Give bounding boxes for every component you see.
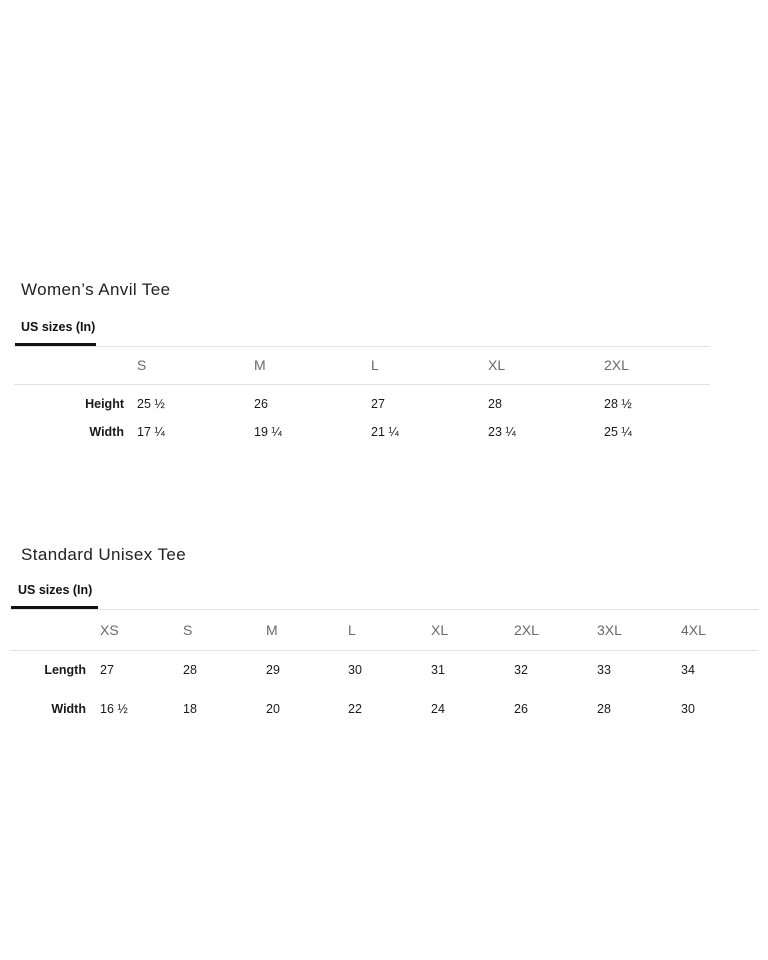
- table-cell: 27: [100, 663, 114, 677]
- table-cell: 26: [254, 397, 268, 411]
- table-cell: 27: [371, 397, 385, 411]
- chart-title: Women’s Anvil Tee: [21, 280, 171, 299]
- table-cell: 28: [597, 702, 611, 716]
- size-header-2xl: 2XL: [604, 357, 629, 373]
- header-divider: [14, 384, 710, 385]
- row-label-height: Height: [85, 397, 124, 411]
- table-cell: 26: [514, 702, 528, 716]
- table-cell: 28: [488, 397, 502, 411]
- size-header-3xl: 3XL: [597, 622, 622, 638]
- table-cell: 16 ½: [100, 702, 128, 716]
- chart-title: Standard Unisex Tee: [21, 545, 187, 564]
- table-cell: 22: [348, 702, 362, 716]
- size-header-2xl: 2XL: [514, 622, 539, 638]
- table-cell: 25 ½: [137, 397, 165, 411]
- size-header-m: M: [254, 357, 266, 373]
- row-label-width: Width: [89, 425, 124, 439]
- table-cell: 18: [183, 702, 197, 716]
- table-cell: 19 ¼: [254, 425, 282, 439]
- size-header-s: S: [183, 622, 193, 638]
- size-header-l: L: [371, 357, 379, 373]
- table-cell: 31: [431, 663, 445, 677]
- size-header-l: L: [348, 622, 356, 638]
- row-label-length: Length: [44, 663, 86, 677]
- table-cell: 33: [597, 663, 611, 677]
- tab-us-sizes[interactable]: US sizes (In): [18, 583, 93, 597]
- size-header-xl: XL: [431, 622, 449, 638]
- row-label-width: Width: [51, 702, 86, 716]
- table-cell: 20: [266, 702, 280, 716]
- table-cell: 30: [681, 702, 695, 716]
- table-divider: [10, 609, 758, 610]
- size-header-s: S: [137, 357, 147, 373]
- table-cell: 23 ¼: [488, 425, 516, 439]
- header-divider: [10, 650, 758, 651]
- table-cell: 28 ½: [604, 397, 632, 411]
- table-cell: 28: [183, 663, 197, 677]
- tab-us-sizes[interactable]: US sizes (In): [21, 320, 96, 334]
- table-cell: 32: [514, 663, 528, 677]
- table-cell: 30: [348, 663, 362, 677]
- table-cell: 34: [681, 663, 695, 677]
- table-divider: [14, 346, 710, 347]
- table-cell: 17 ¼: [137, 425, 165, 439]
- size-header-xs: XS: [100, 622, 119, 638]
- size-header-xl: XL: [488, 357, 506, 373]
- table-cell: 21 ¼: [371, 425, 399, 439]
- table-cell: 24: [431, 702, 445, 716]
- table-cell: 29: [266, 663, 280, 677]
- size-header-4xl: 4XL: [681, 622, 706, 638]
- table-cell: 25 ¼: [604, 425, 632, 439]
- size-header-m: M: [266, 622, 278, 638]
